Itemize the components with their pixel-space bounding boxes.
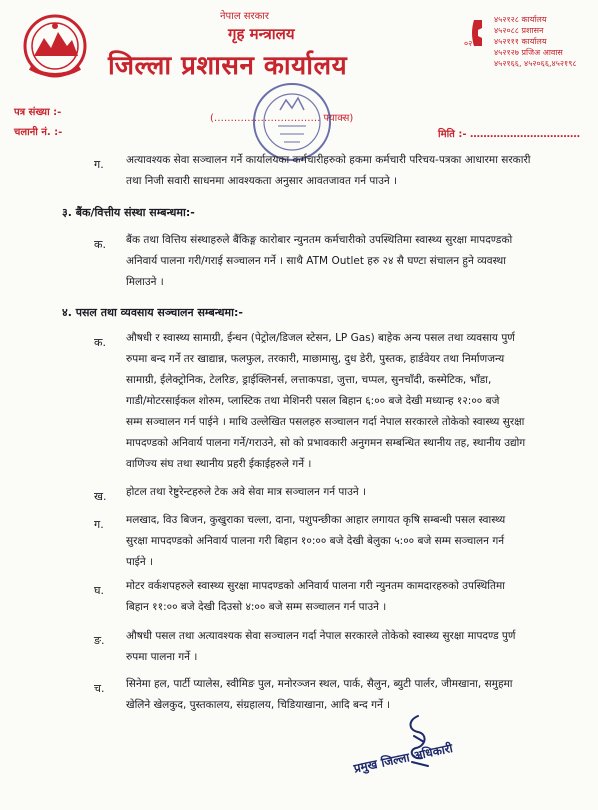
text-line: तथा निजी सवारी साधनमा आवश्यकता अनुसार आवतजावत गर्न पाउने । xyxy=(126,175,398,187)
phone-list xyxy=(494,14,577,69)
text-line: अत्यावश्यक सेवा सञ्चालन गर्ने कार्यालयका कर्मचारीहरुको हकमा कर्मचारी परिचय-पत्रका आधारमा सरकारी xyxy=(126,154,531,166)
text-line: बैंक तथा वित्तिय संस्थाहरुले बैंकिङ्ग कारोबार न्युनतम कर्मचारीको उपस्थितिमा स्वास्थ्य सुरक्षा मापदण्डको xyxy=(126,234,513,246)
section-4-title: ४. पसल तथा व्यवसाय सञ्चालन सम्बन्धमा:- xyxy=(62,306,243,319)
section-3-title: ३. बैंक/वित्तीय संस्था सम्बन्धमा:- xyxy=(62,206,195,219)
phone-number: ४५२१२७ प्रजिअ आवास xyxy=(494,48,563,57)
text-line: सुरक्षा मापदण्डको अनिवार्य पालना गरी बिहान १०:०० बजे देखी बेलुका ५:०० बजे सम्म सञ्चालन गर्न xyxy=(126,535,505,547)
text-line: सिनेमा हल, पार्टी प्यालेस, स्वीमिङ पुल, मनोरञ्जन स्थल, पार्क, सैलुन, ब्युटी पार्लर, जीमखाना, समुहमा xyxy=(126,678,513,690)
text-line: वाणिज्य संघ तथा स्थानीय प्रहरी ईकाईहरुले गर्ने । xyxy=(126,458,312,470)
item-text xyxy=(126,328,582,475)
text-line: पाईने । xyxy=(126,556,153,568)
date-field: मिति :- …………………………… xyxy=(438,129,580,140)
text-line: मलखाद, विउ बिजन, कुखुराका चल्ला, दाना, पशुपन्छीका आहार लगायत कृषि सम्बन्धी पसल स्वास्थ्य xyxy=(126,514,506,526)
text-line: रुपमा पालना गर्ने । xyxy=(126,651,198,663)
text-line: होटल तथा रेष्टुरेन्टहरुले टेक अवे सेवा मात्र सञ्चालन गर्न पाउने । xyxy=(126,486,366,498)
text-line: औषधी पसल तथा अत्यावश्यक सेवा सञ्चालन गर्दा नेपाल सरकारले तोकेको स्वास्थ्य सुरक्षा मापदण्ड पुर्ण xyxy=(126,630,516,642)
text-line: मोटर वर्कशपहरुले स्वास्थ्य सुरक्षा मापदण्डको अनिवार्य पालना गरी न्युनतम कामदारहरुको उपस्थितिमा xyxy=(126,580,505,592)
ref-no-label: पत्र संख्या :- xyxy=(14,107,62,118)
phone-number: ४५२०८८ प्रशासन xyxy=(494,26,544,35)
item-label: क. xyxy=(94,336,106,349)
text-line: सम्म सञ्चालन गर्न पाईने । माथि उल्लेखित पसलहरु सञ्चालन गर्दा नेपाल सरकारले तोकेको स्वास्थ्य सुरक्षा xyxy=(126,416,525,428)
text-line: रुपमा बन्द गर्ने तर खाद्यान्न, फलफुल, तरकारी, माछामासु, दुध डेरी, पुस्तक, हार्डवेयर तथा निर्माणजन्य xyxy=(126,353,505,365)
text-line: मिलाउने । xyxy=(126,276,164,288)
item-label: ग. xyxy=(94,518,104,531)
item-text xyxy=(126,576,582,618)
item-label: ग. xyxy=(94,158,104,171)
dispatch-no-label: चलानी नं. :- xyxy=(14,127,63,138)
item-text xyxy=(126,230,582,293)
ministry-label: गृह मन्त्रालय xyxy=(228,25,295,43)
text-line: बिहान ११:०० बजे देखी दिउसो ४:०० बजे सम्म सञ्चालन गर्न पाउने । xyxy=(126,601,387,613)
phone-number: ४५२१६६, ४५२०६६,४५२१९८ xyxy=(494,59,577,68)
item-text xyxy=(126,674,582,716)
phone-number: ४५२१११ कार्यालय xyxy=(494,37,547,46)
item-label: ङ. xyxy=(94,634,105,647)
text-line: अनिवार्य पालना गरी/गराई सञ्चालन गर्ने । साथै ATM Outlet हरु २४ सै घण्टा संचालन हुने व्यवस्था xyxy=(126,255,506,267)
government-label: नेपाल सरकार xyxy=(220,11,269,22)
item-label: क. xyxy=(94,238,106,251)
text-line: मापदण्डको अनिवार्य पालना गर्ने/गराउने, सो को प्रभावकारी अनुगमन सम्बन्धित स्थानीय तह, स्थानीय उद्योग xyxy=(126,437,526,449)
item-text xyxy=(126,482,582,503)
item-text xyxy=(126,150,582,192)
item-label: ख. xyxy=(94,490,107,503)
fax-field: (………………………….. फ्याक्स) xyxy=(210,113,354,124)
nepal-emblem-icon xyxy=(18,12,92,82)
text-line: खेलिने खेलकुद, पुस्तकालय, संग्रहालय, चिडियाखाना, आदि बन्द गर्ने । xyxy=(126,699,391,711)
item-text xyxy=(126,510,582,573)
text-line: सामाग्री, ईलेक्ट्रोनिक, टेलरिङ, ड्राईक्लिनर्स, लत्ताकपडा, जुत्ता, चप्पल, सुनचाँदी, कस्मेटिक, भाँडा, xyxy=(126,374,492,386)
text-line: गाडी/मोटरसाईकल शोरुम, प्लास्टिक तथा मेशिनरी पसल बिहान ६:०० बजे देखी मध्यान्ह १२:०० बजे xyxy=(126,395,500,407)
item-label: च. xyxy=(94,682,105,695)
text-line: औषधी र स्वास्थ्य सामाग्री, ईन्धन (पेट्रोल/डिजल स्टेसन, LP Gas) बाहेक अन्य पसल तथा व्यवसाय पुर्ण xyxy=(126,332,515,344)
item-text xyxy=(126,626,582,668)
item-label: घ. xyxy=(94,584,104,597)
area-code: ०२१ xyxy=(464,39,477,48)
phone-number: ४५२१२८ कार्यालय xyxy=(494,15,547,24)
office-title: जिल्ला प्रशासन कार्यालय xyxy=(108,51,348,81)
signatory-title: प्रमुख जिल्ला अधिकारी xyxy=(352,740,454,776)
